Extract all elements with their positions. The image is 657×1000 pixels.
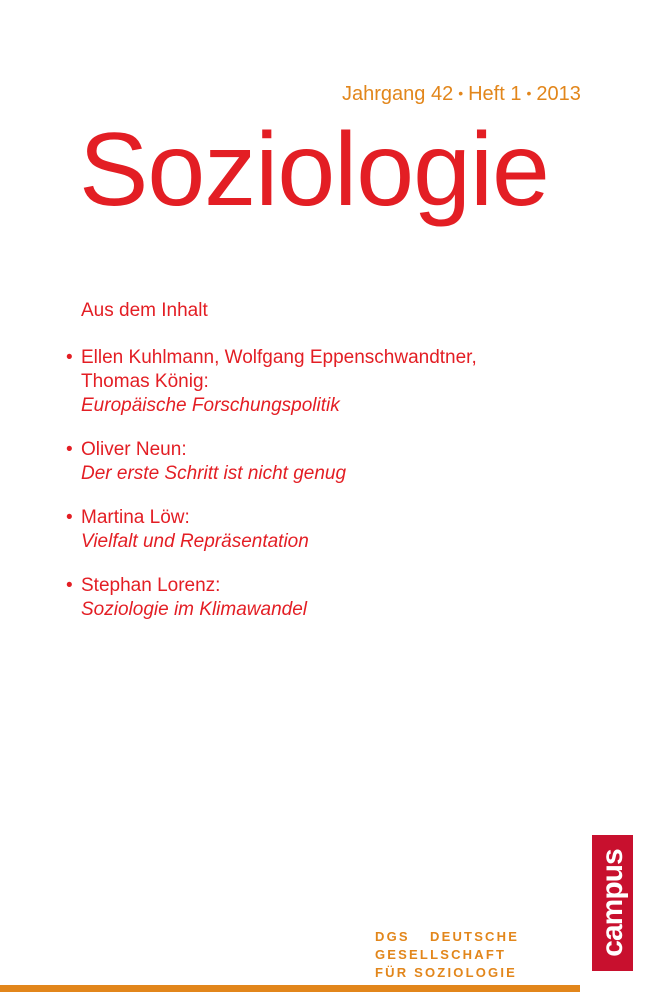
bottom-accent-bar — [0, 985, 580, 992]
toc-entry — [66, 506, 566, 554]
bullet-icon: • — [66, 507, 73, 528]
toc-author: Ellen Kuhlmann, Wolfgang Eppenschwandtner, Thomas König: — [81, 347, 477, 392]
toc-entry — [66, 438, 566, 486]
bullet-icon: • — [66, 347, 73, 368]
society-name-line-2: GESELLSCHAFT — [375, 947, 507, 962]
issue-separator: • — [526, 85, 532, 101]
society-name-line-1: DEUTSCHE — [430, 929, 520, 944]
society-name-line-3: FÜR SOZIOLOGIE — [375, 965, 518, 980]
society-abbreviation: DGS — [375, 929, 410, 944]
society-line-1 — [375, 928, 519, 946]
publisher-name: campus — [595, 849, 629, 957]
toc-author: Stephan Lorenz: — [81, 575, 221, 596]
issue-year: 2013 — [536, 83, 581, 105]
issue-number: Heft 1 — [468, 83, 522, 105]
toc-author: Martina Löw: — [81, 507, 190, 528]
toc-article-title: Der erste Schritt ist nicht genug — [81, 463, 347, 484]
bullet-icon: • — [66, 439, 73, 460]
table-of-contents — [66, 346, 566, 642]
bullet-icon: • — [66, 575, 73, 596]
issue-volume: Jahrgang 42 — [342, 83, 454, 105]
toc-entry — [66, 346, 566, 418]
issue-separator: • — [458, 85, 464, 101]
journal-title: Soziologie — [79, 112, 549, 228]
toc-entry — [66, 574, 566, 622]
society-logo — [375, 928, 519, 982]
toc-author: Oliver Neun: — [81, 439, 187, 460]
toc-article-title: Europäische Forschungspolitik — [81, 395, 340, 416]
toc-article-title: Soziologie im Klimawandel — [81, 599, 307, 620]
contents-heading: Aus dem Inhalt — [81, 300, 208, 321]
issue-info — [342, 83, 581, 106]
toc-article-title: Vielfalt und Repräsentation — [81, 531, 309, 552]
publisher-logo — [592, 835, 633, 971]
